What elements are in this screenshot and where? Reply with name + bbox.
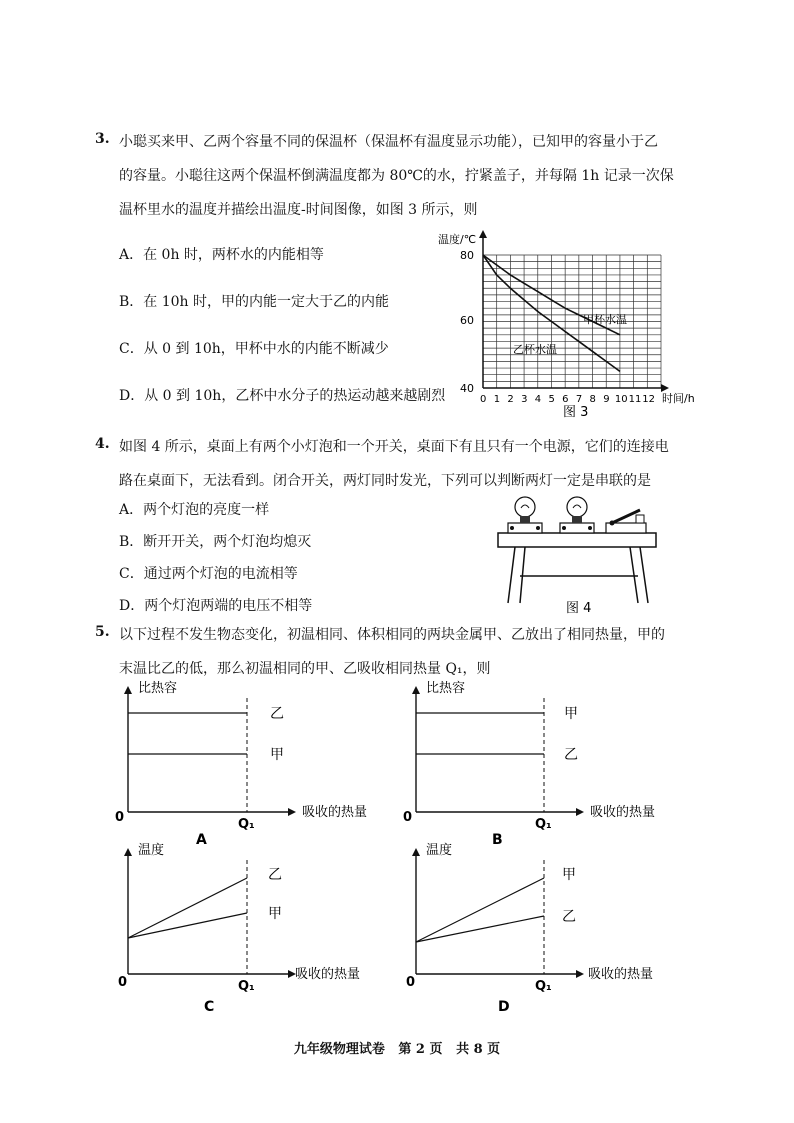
graph-b-y-arrow — [412, 686, 420, 694]
q3-line-2: 的容量。小聪往这两个保温杯倒满温度都为 80℃的水，拧紧盖子，并每隔 1h 记录一次保 — [119, 168, 674, 184]
figure-4-caption: 图 4 — [566, 601, 592, 616]
y-tick-60: 60 — [460, 314, 474, 327]
y-axis-label: 温度/℃ — [438, 233, 477, 246]
graph-d-q1: Q₁ — [535, 979, 552, 994]
x-axis-label: 时间/h — [662, 392, 695, 405]
x-tick-label: 6 — [562, 394, 569, 405]
graph-b-letter: B — [492, 832, 503, 848]
q4-option-d: D．两个灯泡两端的电压不相等 — [119, 598, 313, 614]
graph-a-label-top: 乙 — [270, 706, 284, 722]
graph-a-xlabel: 吸收的热量 — [302, 805, 368, 820]
graph-b-ylabel: 比热容 — [426, 681, 466, 696]
graph-d-ylabel: 温度 — [426, 843, 453, 858]
q5-stem — [119, 618, 709, 686]
graph-b-origin: 0 — [403, 810, 413, 825]
q5-line-1: 以下过程不发生物态变化，初温相同、体积相同的两块金属甲、乙放出了相同热量，甲的 — [119, 627, 665, 643]
q3-option-d: D．从 0 到 10h，乙杯中水分子的热运动越来越剧烈 — [119, 388, 446, 404]
figure-4-table-illustration — [490, 488, 670, 618]
label-yi-water-temp: 乙杯水温 — [513, 343, 557, 356]
q3-option-a: A．在 0h 时，两杯水的内能相等 — [119, 247, 324, 263]
graph-c-origin: 0 — [118, 975, 128, 990]
q4-option-b: B．断开开关，两个灯泡均熄灭 — [119, 534, 312, 550]
q3-line-1: 小聪买来甲、乙两个容量不同的保温杯（保温杯有温度显示功能），已知甲的容量小于乙 — [119, 134, 658, 150]
graph-d-line-bottom — [416, 916, 544, 942]
x-tick-label: 8 — [589, 394, 596, 405]
graph-d-origin: 0 — [406, 975, 416, 990]
x-tick-label: 7 — [575, 394, 583, 405]
graph-b-label-bottom: 乙 — [564, 747, 578, 763]
graph-c-y-arrow — [124, 848, 132, 856]
y-axis-arrow — [479, 230, 487, 238]
graph-d — [398, 840, 688, 1020]
q3-line-3: 温杯里水的温度并描绘出温度-时间图像，如图 3 所示，则 — [119, 202, 478, 218]
x-tick-label: 3 — [521, 394, 528, 405]
graph-c-letter: C — [204, 999, 215, 1015]
graph-b — [398, 678, 688, 848]
x-tick-label: 2 — [507, 394, 514, 405]
graph-d-letter: D — [498, 999, 510, 1015]
graph-c-xlabel: 吸收的热量 — [295, 967, 361, 982]
graph-a-q1: Q₁ — [238, 817, 255, 832]
table-leg-left — [508, 547, 525, 603]
graph-c-line-bottom — [128, 913, 247, 938]
graph-a-label-bottom: 甲 — [270, 747, 284, 763]
table-leg-right — [630, 547, 648, 603]
figure-3-chart — [430, 228, 710, 423]
q3-stem — [119, 125, 709, 227]
graph-d-label-top: 甲 — [562, 867, 576, 883]
figure-3-caption: 图 3 — [563, 405, 589, 420]
q4-option-a: A．两个灯泡的亮度一样 — [119, 502, 270, 518]
x-tick-label: 5 — [548, 394, 555, 405]
x-tick-label: 11 — [628, 394, 642, 405]
graph-c-line-top — [128, 878, 247, 938]
x-tick-label: 1 — [493, 394, 501, 405]
q3-option-b: B．在 10h 时，甲的内能一定大于乙的内能 — [119, 294, 390, 310]
graph-b-x-arrow — [576, 808, 584, 816]
x-tick-label: 10 — [614, 394, 628, 405]
y-tick-40: 40 — [460, 382, 474, 395]
q5-line-2: 末温比乙的低，那么初温相同的甲、乙吸收相同热量 Q₁，则 — [119, 661, 491, 677]
x-tick-label: 4 — [534, 394, 542, 405]
x-tick-label: 12 — [642, 394, 656, 405]
q3-option-c: C．从 0 到 10h，甲杯中水的内能不断减少 — [119, 341, 389, 357]
graph-c-label-bottom: 甲 — [268, 906, 282, 922]
x-axis-arrow — [661, 384, 669, 392]
y-tick-80: 80 — [460, 249, 474, 262]
graph-d-y-arrow — [412, 848, 420, 856]
q3-number: 3. — [95, 131, 110, 147]
graph-a-y-arrow — [124, 686, 132, 694]
graph-d-xlabel: 吸收的热量 — [588, 967, 654, 982]
graph-c-q1: Q₁ — [238, 979, 255, 994]
graph-d-line-top — [416, 878, 544, 942]
graph-c-label-top: 乙 — [268, 867, 282, 883]
switch-icon — [606, 510, 646, 533]
graph-d-label-bottom: 乙 — [562, 909, 576, 925]
graph-d-x-arrow — [576, 970, 584, 978]
x-tick-label: 0 — [480, 394, 487, 405]
graph-a — [110, 678, 380, 848]
graph-b-xlabel: 吸收的热量 — [590, 805, 656, 820]
table-top — [498, 533, 656, 547]
graph-c-ylabel: 温度 — [138, 843, 165, 858]
graph-c — [110, 840, 380, 1020]
x-tick-label: 9 — [603, 394, 610, 405]
q5-number: 5. — [95, 624, 110, 640]
q4-line-1: 如图 4 所示，桌面上有两个小灯泡和一个开关，桌面下有且只有一个电源，它们的连接电 — [119, 439, 669, 455]
q4-line-2: 路在桌面下，无法看到。闭合开关，两灯同时发光，下列可以判断两灯一定是串联的是 — [119, 473, 651, 489]
x-tick-labels — [480, 394, 655, 405]
graph-b-q1: Q₁ — [535, 817, 552, 832]
page-footer: 九年级物理试卷 第 2 页 共 8 页 — [293, 1042, 501, 1057]
bulb-1-icon — [508, 497, 542, 533]
label-jia-water-temp: 甲杯水温 — [583, 313, 627, 326]
bulb-2-icon — [560, 497, 594, 533]
graph-a-x-arrow — [288, 808, 296, 816]
q4-option-c: C．通过两个灯泡的电流相等 — [119, 566, 298, 582]
q4-number: 4. — [95, 436, 110, 452]
graph-b-label-top: 甲 — [564, 706, 578, 722]
graph-a-letter: A — [196, 832, 207, 848]
graph-a-origin: 0 — [115, 810, 125, 825]
graph-a-ylabel: 比热容 — [138, 681, 178, 696]
